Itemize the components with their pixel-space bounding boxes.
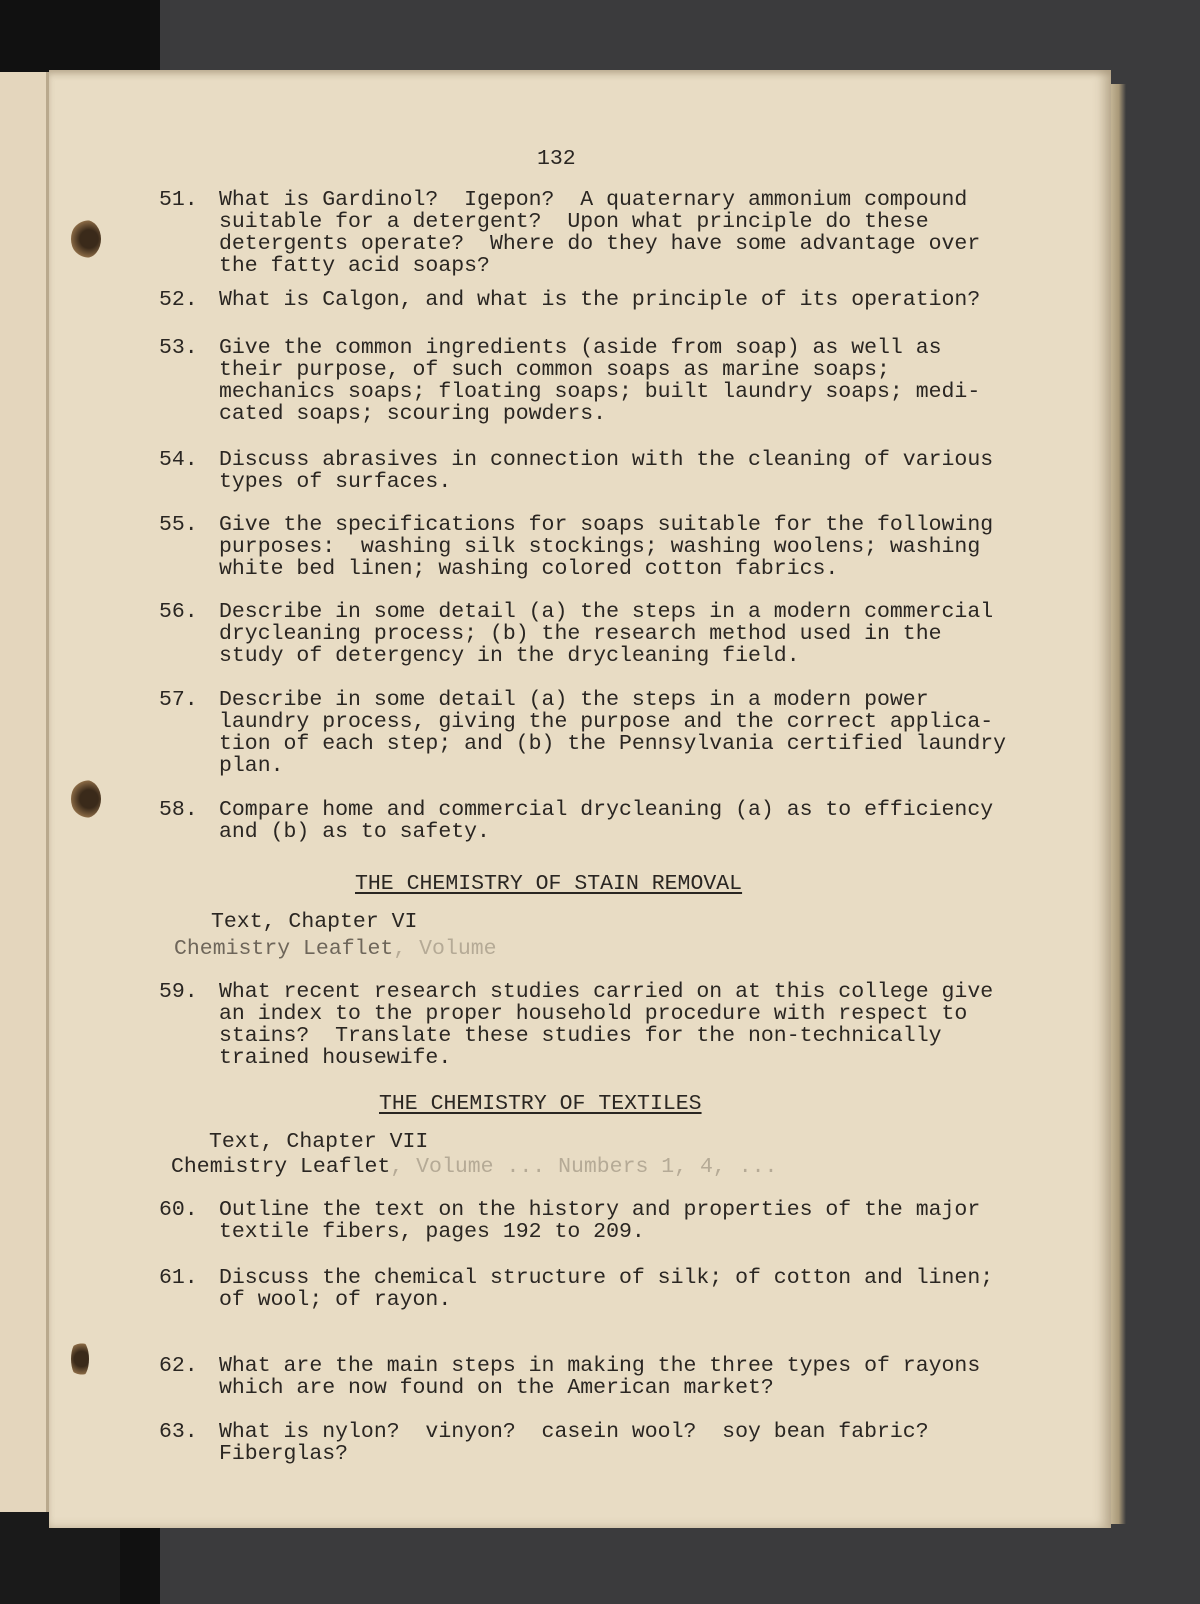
- question-line: textile fibers, pages 192 to 209.: [219, 1220, 645, 1244]
- binder-hole: [71, 220, 101, 258]
- question-number: 56.: [159, 600, 198, 624]
- question-line: tion of each step; and (b) the Pennsylvania certified laundry: [219, 732, 1007, 756]
- question-line: mechanics soaps; floating soaps; built laundry soaps; medi-: [219, 380, 981, 404]
- question-number: 54.: [159, 448, 198, 472]
- leaflet-faint-text: , Volume ... Numbers 1, 4, ...: [390, 1155, 778, 1179]
- question-line: What is nylon? vinyon? casein wool? soy bean fabric?: [219, 1420, 929, 1444]
- question-line: drycleaning process; (b) the research method used in the: [219, 622, 942, 646]
- question-line: suitable for a detergent? Upon what principle do these: [219, 210, 929, 234]
- binder-hole: [71, 780, 101, 818]
- section-heading-stain-removal: THE CHEMISTRY OF STAIN REMOVAL: [355, 872, 743, 896]
- question-line: detergents operate? Where do they have some advantage over: [219, 232, 981, 256]
- question-line: types of surfaces.: [219, 470, 452, 494]
- question-line: Compare home and commercial drycleaning (a) as to efficiency: [219, 798, 994, 822]
- question-line: Outline the text on the history and properties of the major: [219, 1198, 981, 1222]
- question-line: trained housewife.: [219, 1046, 452, 1070]
- question-line: and (b) as to safety.: [219, 820, 490, 844]
- question-line: What recent research studies carried on at this college give: [219, 980, 994, 1004]
- question-line: Give the common ingredients (aside from soap) as well as: [219, 336, 942, 360]
- question-number: 51.: [159, 188, 198, 212]
- question-line: laundry process, giving the purpose and the correct applica-: [219, 710, 994, 734]
- binder-hole: [71, 1340, 89, 1378]
- question-line: cated soaps; scouring powders.: [219, 402, 607, 426]
- leaflet-faint-text: , Volume: [393, 937, 497, 961]
- question-line: Describe in some detail (a) the steps in a modern commercial: [219, 600, 994, 624]
- question-line: What is Gardinol? Igepon? A quaternary ammonium compound: [219, 188, 968, 212]
- question-line: Discuss the chemical structure of silk; of cotton and linen;: [219, 1266, 994, 1290]
- question-number: 59.: [159, 980, 198, 1004]
- question-number: 58.: [159, 798, 198, 822]
- question-number: 53.: [159, 336, 198, 360]
- question-number: 63.: [159, 1420, 198, 1444]
- leaflet-label: Chemistry Leaflet: [174, 937, 394, 961]
- question-line: the fatty acid soaps?: [219, 254, 490, 278]
- section-heading-textiles: THE CHEMISTRY OF TEXTILES: [379, 1092, 702, 1116]
- question-line: Give the specifications for soaps suitable for the following: [219, 513, 994, 537]
- question-number: 57.: [159, 688, 198, 712]
- section-text-ref: Text, Chapter VI: [211, 910, 418, 934]
- question-line: an index to the proper household procedure with respect to: [219, 1002, 968, 1026]
- leaflet-label: Chemistry Leaflet: [171, 1155, 391, 1179]
- question-line: stains? Translate these studies for the non-technically: [219, 1024, 942, 1048]
- question-line: plan.: [219, 754, 284, 778]
- question-line: Discuss abrasives in connection with the cleaning of various: [219, 448, 994, 472]
- question-line: white bed linen; washing colored cotton fabrics.: [219, 557, 839, 581]
- question-line: their purpose, of such common soaps as marine soaps;: [219, 358, 890, 382]
- question-line: purposes: washing silk stockings; washing woolens; washing: [219, 535, 981, 559]
- section-text-ref: Text, Chapter VII: [209, 1130, 429, 1154]
- page-number: 132: [537, 147, 576, 171]
- question-line: Fiberglas?: [219, 1442, 349, 1466]
- question-line: What are the main steps in making the three types of rayons: [219, 1354, 981, 1378]
- question-number: 61.: [159, 1266, 198, 1290]
- document-page: [49, 70, 1111, 1528]
- question-number: 52.: [159, 288, 198, 312]
- question-line: What is Calgon, and what is the principle of its operation?: [219, 288, 981, 312]
- question-number: 55.: [159, 513, 198, 537]
- facing-page-edge: [0, 72, 49, 1512]
- question-line: of wool; of rayon.: [219, 1288, 452, 1312]
- question-number: 60.: [159, 1198, 198, 1222]
- section-leaflet: [171, 1156, 777, 1178]
- question-number: 62.: [159, 1354, 198, 1378]
- question-line: which are now found on the American market?: [219, 1376, 774, 1400]
- section-leaflet: [174, 938, 497, 960]
- question-line: Describe in some detail (a) the steps in a modern power: [219, 688, 929, 712]
- question-line: study of detergency in the drycleaning field.: [219, 644, 800, 668]
